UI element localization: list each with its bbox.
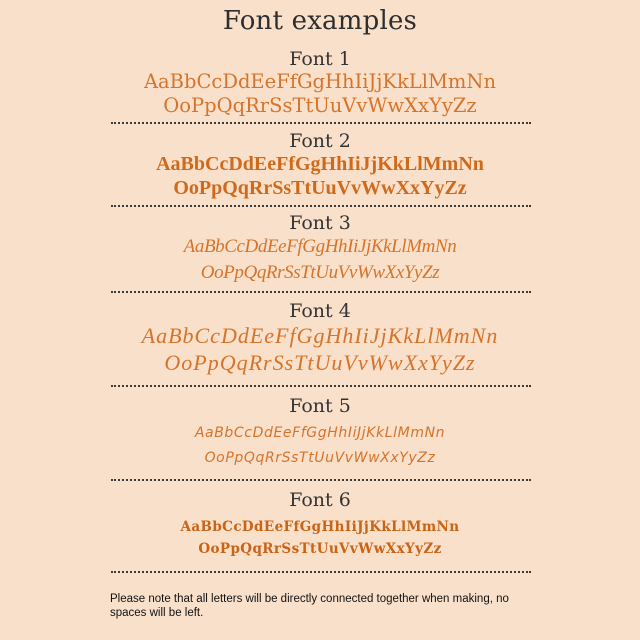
font-sample [0,322,640,376]
sample-line-1: AaBbCcDdEeFfGgHhIiJjKkLlMmNn [194,425,446,441]
font-block-5 [0,395,640,471]
font-block-1 [0,48,640,118]
sample-line-1: AaBbCcDdEeFfGgHhIiJjKkLlMmNn [141,323,499,348]
sample-line-2: OoPpQqRrSsTtUuVvWwXxYyZz [173,177,467,199]
font-sample [0,152,640,200]
font-name: Font 3 [289,212,351,234]
font-name: Font 4 [289,300,351,322]
page-title: Font examples [222,6,418,36]
sample-line-2: OoPpQqRrSsTtUuVvWwXxYyZz [204,450,436,466]
font-block-4 [0,300,640,376]
font-name: Font 1 [289,48,351,70]
dotted-divider [111,479,531,481]
sample-line-1: AaBbCcDdEeFfGgHhIiJjKkLlMmNn [180,519,460,535]
dotted-divider [111,571,531,573]
sample-line-2: OoPpQqRrSsTtUuVvWwXxYyZz [200,262,440,283]
font-name: Font 2 [289,130,351,152]
sample-line-1: AaBbCcDdEeFfGgHhIiJjKkLlMmNn [143,70,497,93]
footer-note: Please note that all letters will be directly connected together when making, no spaces will be left. [110,593,509,619]
font-block-6 [0,489,640,560]
dotted-divider [111,122,531,124]
sample-line-1: AaBbCcDdEeFfGgHhIiJjKkLlMmNn [156,153,484,175]
font-sample [0,516,640,560]
sample-line-2: OoPpQqRrSsTtUuVvWwXxYyZz [198,541,442,557]
dotted-divider [111,291,531,293]
dotted-divider [111,385,531,387]
font-sample [0,70,640,118]
sample-line-1: AaBbCcDdEeFfGgHhIiJjKkLlMmNn [183,236,457,257]
dotted-divider [111,205,531,207]
font-name: Font 5 [289,395,351,417]
font-block-2 [0,130,640,200]
font-block-3 [0,212,640,286]
font-sample [0,421,640,471]
font-sample [0,234,640,286]
sample-line-2: OoPpQqRrSsTtUuVvWwXxYyZz [164,350,476,375]
font-name: Font 6 [289,489,351,511]
sample-line-2: OoPpQqRrSsTtUuVvWwXxYyZz [163,94,477,117]
